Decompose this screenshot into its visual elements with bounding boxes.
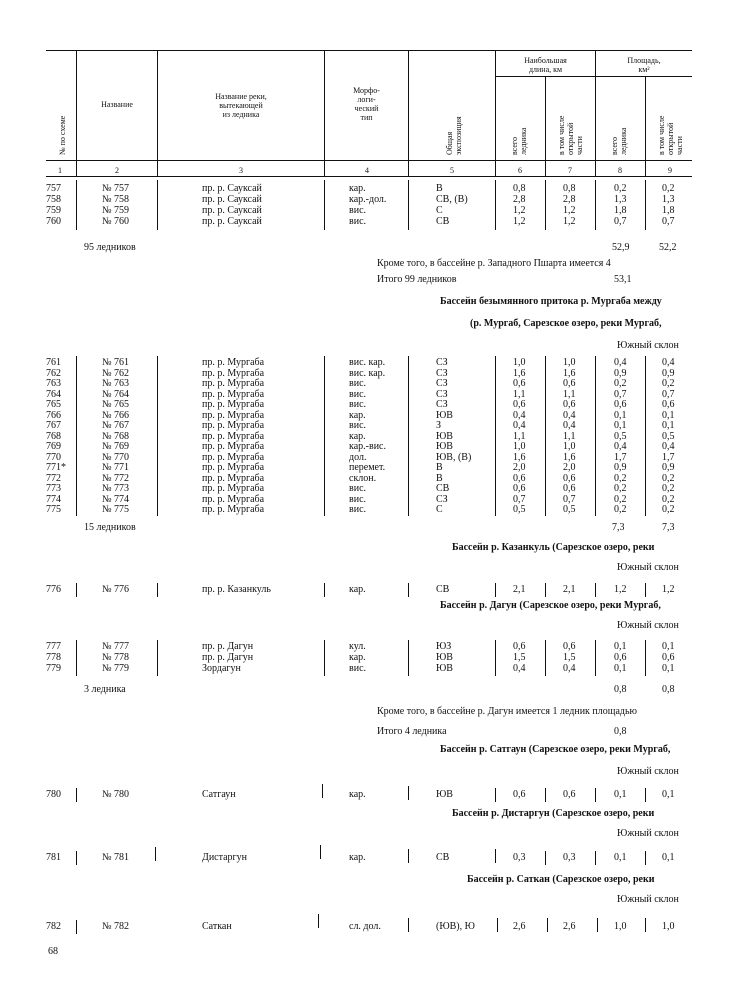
table-row: 764 № 764 пр. р. Мургаба вис. СЗ 1,1 1,1 0,7 0,7 — [46, 388, 675, 400]
group4-title: Бассейн р. Дагун (Сарезское озеро, реки Мургаб, — [440, 600, 661, 611]
table-row: 763 № 763 пр. р. Мургаба вис. СЗ 0,6 0,6 0,2 0,2 — [46, 378, 675, 389]
table-row: 780 № 780 Сатгаун кар. ЮВ 0,6 0,6 0,1 0,1 — [0, 788, 738, 802]
group3-title: Бассейн р. Казанкуль (Сарезское озеро, реки — [452, 542, 655, 553]
col-number-1: 1 — [58, 166, 62, 175]
group3-slope: Южный склон — [617, 562, 679, 573]
table-row: 767 № 767 пр. р. Мургаба вис. З 0,4 0,4 0,1 0,1 — [46, 420, 675, 431]
col-number-8: 8 — [618, 166, 622, 175]
table-row: 769 № 769 пр. р. Мургаба кар.-вис. ЮВ 1,0 1,0 0,4 0,4 — [46, 441, 675, 452]
table-row: 768 № 768 пр. р. Мургаба кар. ЮВ 1,1 1,1 0,5 0,5 — [46, 430, 675, 442]
table-row: 772 № 772 пр. р. Мургаба склон. В 0,6 0,6 0,2 0,2 — [46, 472, 675, 484]
col-number-3: 3 — [239, 166, 243, 175]
group4-summary-label: 3 ледника — [84, 684, 126, 695]
group2-title-line2: (р. Мургаб, Сарезское озеро, реки Мургаб, — [470, 318, 662, 329]
table-row: 759 № 759 пр. р. Сауксай вис. С 1,2 1,2 1,8 1,8 — [46, 205, 675, 216]
header-col2: Название — [101, 100, 133, 109]
group4-note: Кроме того, в бассейне р. Дагун имеется 1 ледник площадью — [377, 706, 638, 717]
group5-slope: Южный склон — [617, 766, 679, 777]
header-group-length: Наибольшая длина, км — [524, 56, 567, 74]
group1-total-label: Итого 99 ледников — [377, 274, 457, 285]
group4-slope: Южный склон — [617, 620, 679, 631]
table-row: 771* № 771 пр. р. Мургаба перемет. В 2,0 2,0 0,9 0,9 — [46, 462, 675, 473]
table-row: 777 № 777 пр. р. Дагун кул. ЮЗ 0,6 0,6 0,1 0,1 — [46, 641, 675, 652]
group7-title: Бассейн р. Саткан (Сарезское озеро, реки — [467, 874, 655, 885]
header-col7: в том числе открытой части — [557, 115, 584, 155]
col-number-4: 4 — [365, 166, 369, 175]
table-row: 770 № 770 пр. р. Мургаба дол. ЮВ, (В) 1,6 1,6 1,7 1,7 — [46, 451, 675, 463]
col-number-7: 7 — [568, 166, 572, 175]
group4-summary-area: 0,8 — [614, 684, 627, 695]
header-col1: № по схеме — [58, 115, 67, 155]
table-row: 779 № 779 Зордагун вис. ЮВ 0,4 0,4 0,1 0,1 — [46, 663, 675, 674]
col-number-9: 9 — [668, 166, 672, 175]
table-row: 760 № 760 пр. р. Сауксай вис. СВ 1,2 1,2 0,7 0,7 — [46, 216, 675, 227]
table-row: 782 № 782 Саткан сл. дол. (ЮВ), Ю 2,6 2,6 1,0 1,0 — [0, 920, 738, 934]
header-col6: всего ледника — [510, 127, 528, 155]
group6-title: Бассейн р. Дистаргун (Сарезское озеро, реки — [452, 808, 655, 819]
group4-note-value: 0,8 — [614, 726, 627, 737]
group2-summary-label: 15 ледников — [84, 522, 136, 533]
header-col3: Название реки, вытекающей из ледника — [215, 92, 267, 119]
group1-summary-area: 52,9 — [612, 242, 630, 253]
group2-summary-area-open: 7,3 — [662, 522, 675, 533]
group2-summary-area: 7,3 — [612, 522, 625, 533]
table-row: 758 № 758 пр. р. Сауксай кар.-дол. СВ, (В) 2,8 2,8 1,3 1,3 — [46, 194, 675, 205]
table-row: 765 № 765 пр. р. Мургаба вис. СЗ 0,6 0,6 0,6 0,6 — [46, 399, 675, 410]
col-number-2: 2 — [115, 166, 119, 175]
table-row: 776 № 776 пр. р. Казанкуль кар. СВ 2,1 2,1 1,2 1,2 — [46, 584, 675, 595]
col-number-6: 6 — [518, 166, 522, 175]
header-col4: Морфо- логи- ческий тип — [353, 86, 380, 122]
table-row: 781 № 781 Дистаргун кар. СВ 0,3 0,3 0,1 0,1 — [0, 851, 738, 865]
table-row: 778 № 778 пр. р. Дагун кар. ЮВ 1,5 1,5 0,6 0,6 — [46, 652, 675, 663]
table-row: 775 № 775 пр. р. Мургаба вис. С 0,5 0,5 0,2 0,2 — [46, 504, 675, 515]
col-number-5: 5 — [450, 166, 454, 175]
header-col5: Общая экспозиция — [445, 116, 463, 155]
group4-summary-area-open: 0,8 — [662, 684, 675, 695]
table-row: 757 № 757 пр. р. Сауксай кар. В 0,8 0,8 0,2 0,2 — [46, 183, 675, 194]
group4-total-label: Итого 4 ледника — [377, 726, 447, 737]
page-number: 68 — [48, 946, 58, 957]
table-row: 774 № 774 пр. р. Мургаба вис. СЗ 0,7 0,7 0,2 0,2 — [46, 493, 675, 505]
group7-slope: Южный склон — [617, 894, 679, 905]
group1-total-area: 53,1 — [614, 274, 632, 285]
header-group-area: Площадь, км² — [627, 56, 661, 74]
header-col9: в том числе открытой части — [657, 115, 684, 155]
group1-note: Кроме того, в бассейне р. Западного Пшарта имеется 4 — [377, 258, 611, 269]
group2-title: Бассейн безымянного притока р. Мургаба между — [440, 296, 662, 307]
group6-slope: Южный склон — [617, 828, 679, 839]
table-row: 762 № 762 пр. р. Мургаба вис. кар. СЗ 1,6 1,6 0,9 0,9 — [46, 367, 675, 379]
table-row: 761 № 761 пр. р. Мургаба вис. кар. СЗ 1,0 1,0 0,4 0,4 — [46, 357, 675, 368]
group1-summary-area-open: 52,2 — [659, 242, 677, 253]
table-row: 766 № 766 пр. р. Мургаба кар. ЮВ 0,4 0,4 0,1 0,1 — [46, 409, 675, 421]
header-col8: всего ледника — [610, 127, 628, 155]
group1-summary-label: 95 ледников — [84, 242, 136, 253]
table-row: 773 № 773 пр. р. Мургаба вис. СВ 0,6 0,6 0,2 0,2 — [46, 483, 675, 494]
group2-slope: Южный склон — [617, 340, 679, 351]
group5-title: Бассейн р. Сатгаун (Сарезское озеро, реки Мургаб, — [440, 744, 671, 755]
